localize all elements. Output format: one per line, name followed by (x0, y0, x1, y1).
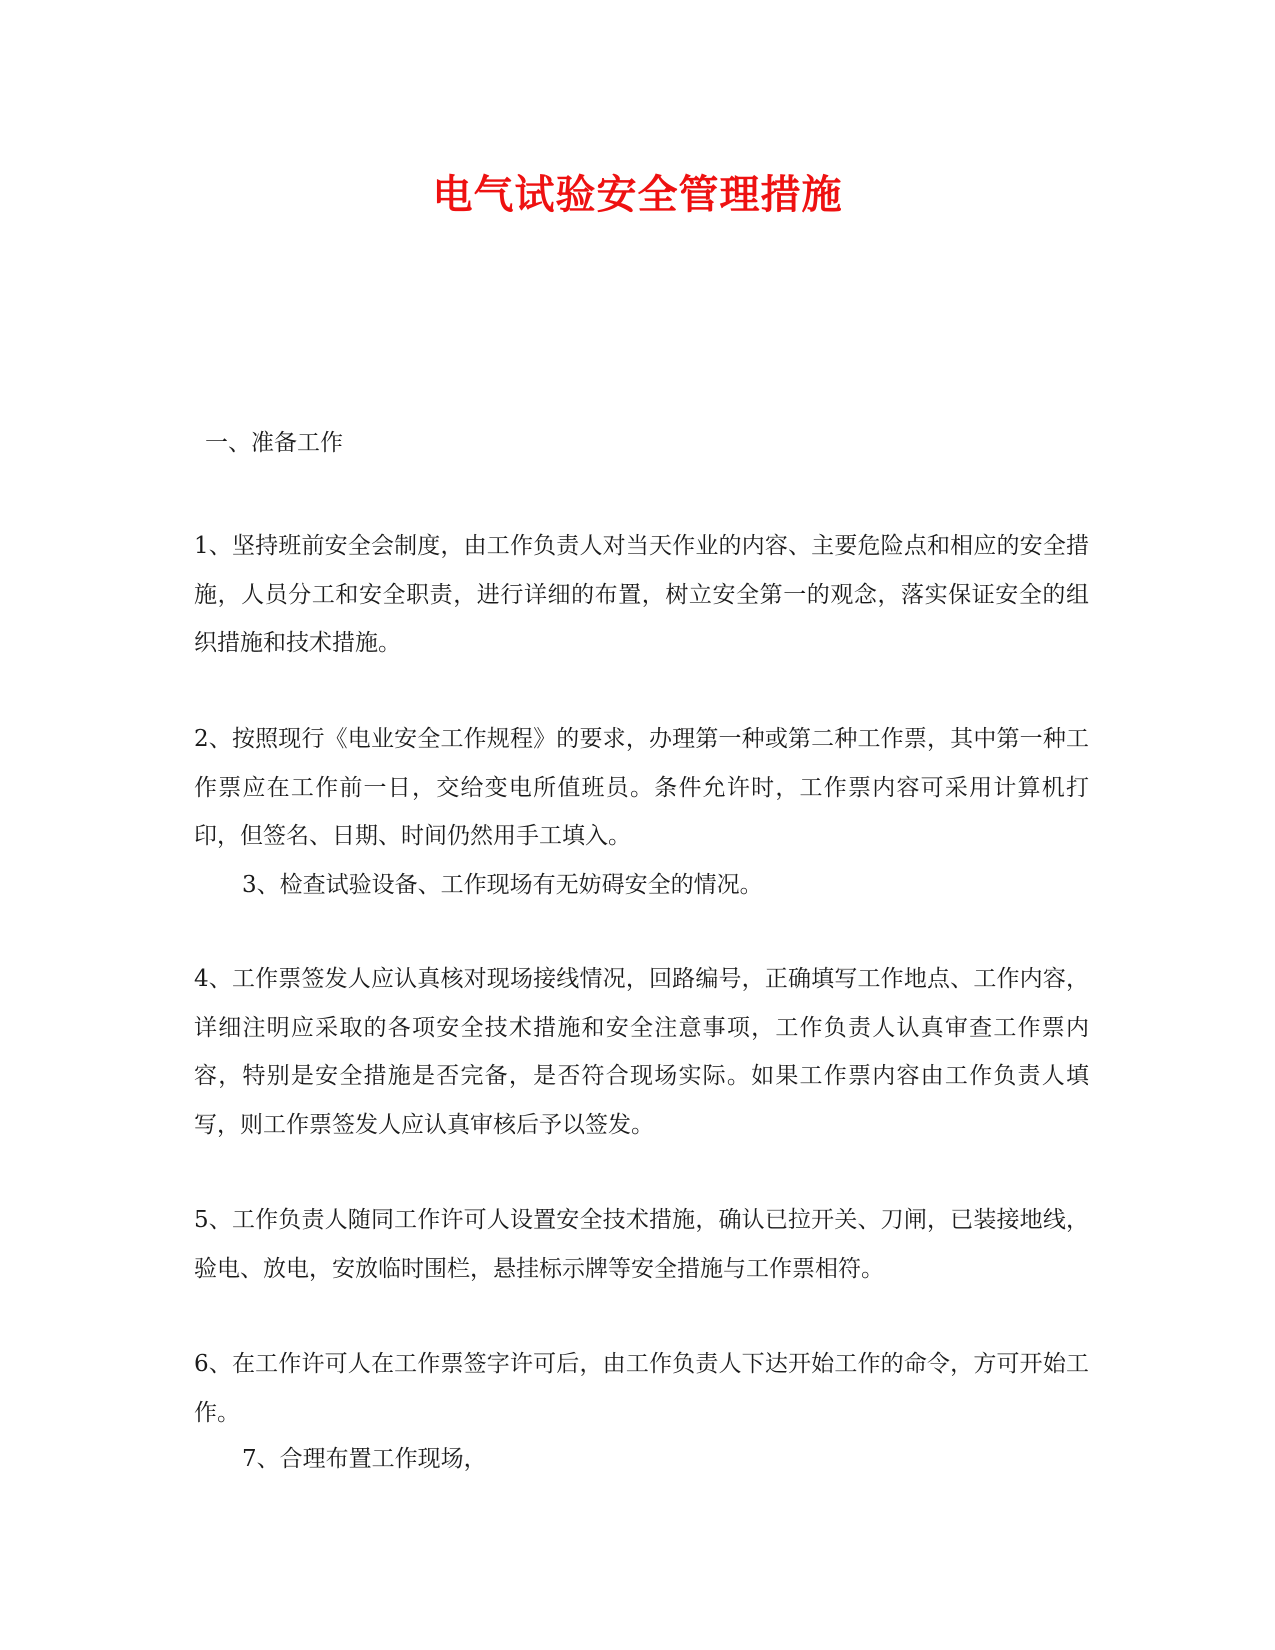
paragraph-7: 7、合理布置工作现场， (242, 1446, 487, 1472)
paragraph-3: 3、检查试验设备、工作现场有无妨碍安全的情况。 (242, 872, 763, 898)
paragraph-5: 5、工作负责人随同工作许可人设置安全技术措施，确认已拉开关、刀闸，已装接地线，验电、放电，安放临时围栏，悬挂标示牌等安全措施与工作票相符。 (194, 1207, 1089, 1282)
paragraph-6: 6、在工作许可人在工作票签字许可后，由工作负责人下达开始工作的命令，方可开始工作。 (194, 1351, 1089, 1426)
paragraph-2: 2、按照现行《电业安全工作规程》的要求，办理第一种或第二种工作票，其中第一种工作票应在工作前一日，交给变电所值班员。条件允许时，工作票内容可采用计算机打印，但签名、日期、时间仍然用手工填入。 (194, 726, 1089, 849)
document-title: 电气试验安全管理措施 (432, 171, 843, 218)
paragraph-1: 1、坚持班前安全会制度，由工作负责人对当天作业的内容、主要危险点和相应的安全措施，人员分工和安全职责，进行详细的布置，树立安全第一的观念，落实保证安全的组织措施和技术措施。 (194, 533, 1089, 656)
paragraph-4: 4、工作票签发人应认真核对现场接线情况，回路编号，正确填写工作地点、工作内容，详细注明应采取的各项安全技术措施和安全注意事项，工作负责人认真审查工作票内容，特别是安全措施是否完备，是否符合现场实际。如果工作票内容由工作负责人填写，则工作票签发人应认真审核后予以签发。 (194, 966, 1089, 1138)
section-heading: 一、准备工作 (205, 430, 343, 456)
